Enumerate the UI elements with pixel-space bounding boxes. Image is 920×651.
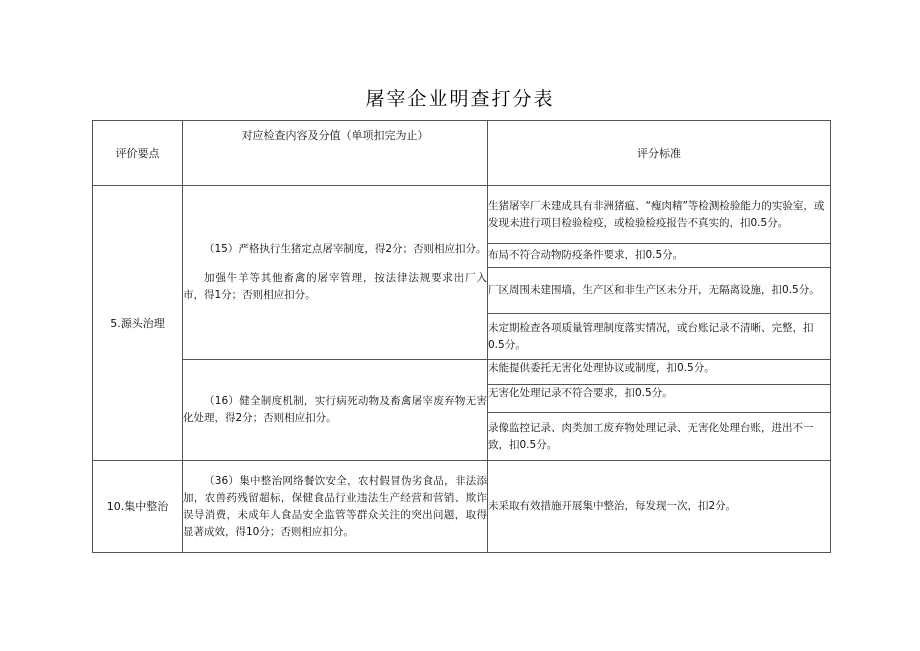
scoring-standard: 厂区周围未建围墙，生产区和非生产区未分开，无隔离设施，扣0.5分。 bbox=[488, 268, 831, 314]
section-point: 10.集中整治 bbox=[93, 461, 183, 553]
scoring-standard: 无害化处理记录不符合要求，扣0.5分。 bbox=[488, 385, 831, 413]
header-content: 对应检查内容及分值（单项扣完为止） bbox=[183, 121, 488, 186]
table-row bbox=[93, 186, 831, 244]
table-header-row bbox=[93, 121, 831, 186]
content-paragraph: （15）严格执行生猪定点屠宰制度，得2分；否则相应扣分。 bbox=[204, 243, 487, 255]
scoring-standard: 布局不符合动物防疫条件要求，扣0.5分。 bbox=[488, 244, 831, 268]
check-content bbox=[183, 186, 488, 360]
scoring-standard: 录像监控记录、肉类加工废弃物处理记录、无害化处理台账，进出不一致，扣0.5分。 bbox=[488, 413, 831, 461]
scoring-standard: 未采取有效措施开展集中整治，每发现一次，扣2分。 bbox=[488, 461, 831, 553]
header-standard: 评分标准 bbox=[488, 121, 831, 186]
content-paragraph: 加强牛羊等其他畜禽的屠宰管理，按法律法规要求出厂入市，得1分；否则相应扣分。 bbox=[183, 272, 487, 301]
content-paragraph: （16）健全制度机制，实行病死动物及畜禽屠宰废弃物无害化处理，得2分；否则相应扣分。 bbox=[183, 395, 487, 424]
content-paragraph: （36）集中整治网络餐饮安全，农村假冒伪劣食品，非法添加，农兽药残留超标，保健食品行业违法生产经营和营销、欺诈误导消费，未成年人食品安全监管等群众关注的突出问题，取得显著成效，得10分；否则相应扣分。 bbox=[183, 474, 487, 538]
scoring-standard: 未能提供委托无害化处理协议或制度，扣0.5分。 bbox=[488, 360, 831, 385]
header-point: 评价要点 bbox=[93, 121, 183, 186]
section-point: 5.源头治理 bbox=[93, 186, 183, 461]
scoring-table bbox=[92, 120, 831, 553]
table-row bbox=[93, 360, 831, 385]
document-title: 屠宰企业明查打分表 bbox=[365, 88, 555, 110]
table-row bbox=[93, 461, 831, 553]
check-content bbox=[183, 461, 488, 553]
scoring-standard: 生猪屠宰厂未建成具有非洲猪瘟、“瘦肉精”等检测检验能力的实验室，或发现未进行项目检验检疫，或检验检疫报告不真实的，扣0.5分。 bbox=[488, 186, 831, 244]
scoring-standard: 未定期检查各项质量管理制度落实情况，或台账记录不清晰、完整，扣0.5分。 bbox=[488, 314, 831, 360]
check-content bbox=[183, 360, 488, 461]
